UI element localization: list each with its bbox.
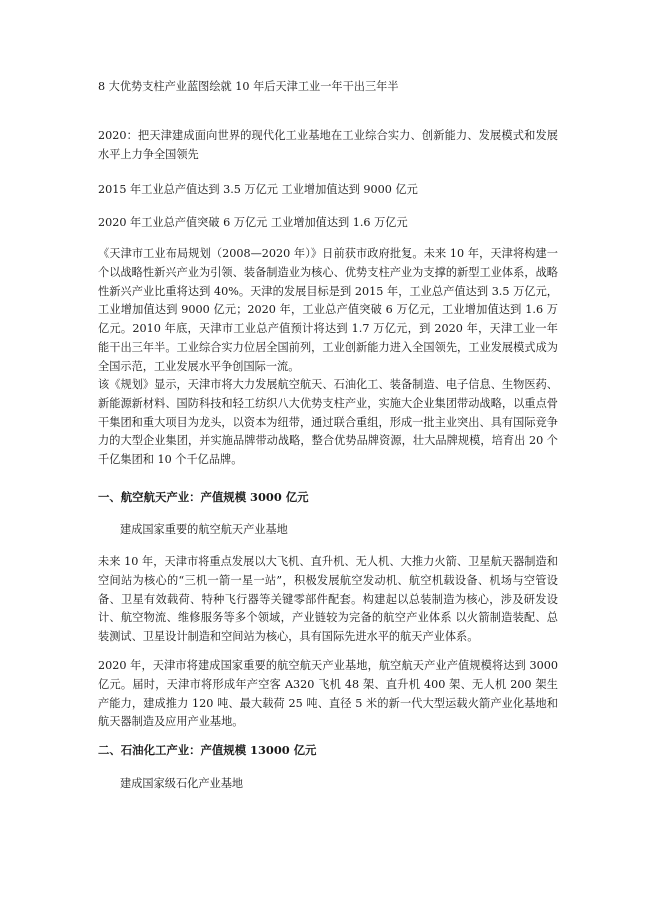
document-title: 8 大优势支柱产业蓝图绘就 10 年后天津工业一年干出三年半 [98,80,399,93]
section1-subheading: 建成国家重要的航空航天产业基地 [120,523,288,536]
section2-heading: 二、石油化工产业：产值规模 13000 亿元 [98,743,317,757]
section1-paragraph2: 2020 年，天津市将建成国家重要的航空航天产业基地，航空航天产业产值规模将达到 3000 亿元。届时，天津市将形成年产空客 A320 飞机 48 架、直升机 400 架、无人机 200 架生产能力，建成推力 120 吨、最大载荷 25 吨、直径 5 米的新一代大型运载火箭产业化基地和航天器制造及应用产业基地。 [98,659,558,729]
target-2015-line: 2015 年工业总产值达到 3.5 万亿元 工业增加值达到 9000 亿元 [98,183,418,196]
section2-subheading: 建成国家级石化产业基地 [120,777,244,790]
target-2020-line: 2020 年工业总产值突破 6 万亿元 工业增加值达到 1.6 万亿元 [98,216,408,229]
plan-paragraph: 《天津市工业布局规划（2008—2020 年）》日前获市政府批复。未来 10 年，天津将构建一个以战略性新兴产业为引领、装备制造业为核心、优势支柱产业为支撑的新型工业体系，战略性新兴产业比重将达到 40%。天津的发展目标是到 2015 年，工业总产值达到 3.5 万亿元，工业增加值达到 9000 亿元；2020 年，工业总产值突破 6 万亿元，工业增加值达到 1.6 万亿元。2010 年底，天津市工业总产值预计将达到 1.7 万亿元，到 2020 年，天津工业一年能干出三年半。工业综合实力位居全国前列，工业创新能力进入全国领先，工业发展模式成为全国示范，工业发展水平争创国际一流。 [98,247,558,373]
section1-paragraph1: 未来 10 年，天津市将重点发展以大飞机、直升机、无人机、大推力火箭、卫星航天器制造和空间站为核心的“三机一箭一星一站”，积极发展航空发动机、航空机载设备、机场与空管设备、卫星有效载荷、特种飞行器等关键零部件配套。构建起以总装制造为核心，涉及研发设计、航空物流、维修服务等多个领域，产业链较为完备的航空产业体系 以火箭制造装配、总装测试、卫星设计制造和空间站为核心，具有国际先进水平的航天产业体系。 [98,555,558,644]
section1-heading: 一、航空航天产业：产值规模 3000 亿元 [98,490,309,504]
goal-2020-paragraph: 2020：把天津建成面向世界的现代化工业基地在工业综合实力、创新能力、发展模式和发展水平上力争全国领先 [98,129,558,161]
industries-paragraph: 该《规划》显示，天津市将大力发展航空航天、石油化工、装备制造、电子信息、生物医药、新能源新材料、国防科技和轻工纺织八大优势支柱产业，实施大企业集团带动战略，以重点骨干集团和重大项目为龙头，以资本为纽带，通过联合重组，形成一批主业突出、具有国际竞争力的大型企业集团，并实施品牌带动战略，整合优势品牌资源，壮大品牌规模，培育出 20 个千亿集团和 10 个千亿品牌。 [98,378,558,467]
